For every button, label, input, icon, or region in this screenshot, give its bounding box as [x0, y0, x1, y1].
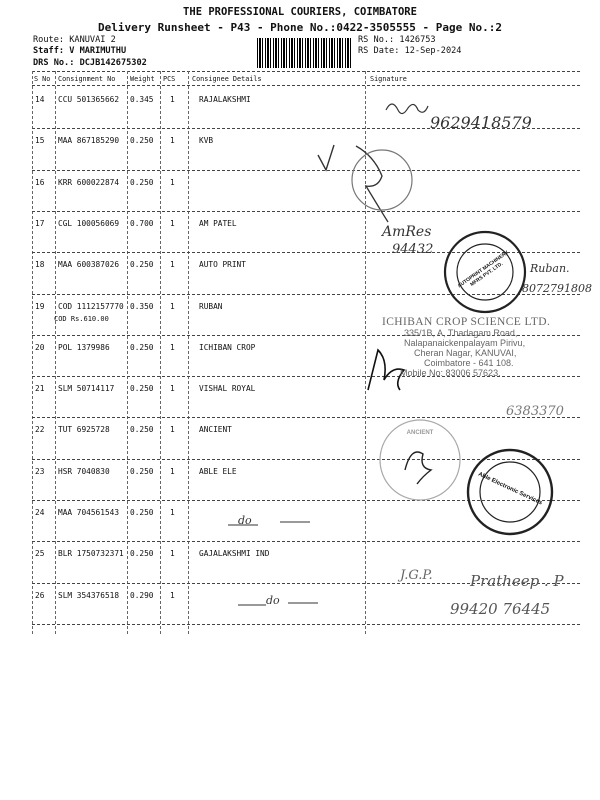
cell-sno: 15 [35, 136, 45, 146]
col-header-signature: Signature [370, 75, 407, 83]
cell-consignment-no: KRR 600022874 [58, 177, 120, 187]
cell-sno: 16 [35, 177, 45, 187]
cell-sno: 25 [35, 549, 45, 559]
cell-consignment-no: SLM 354376518 [58, 590, 120, 600]
cell-consignee: ANCIENT [199, 425, 232, 435]
cod-amount: COD Rs.610.00 [54, 314, 109, 323]
cell-consignment-no: SLM 50714117 [58, 384, 115, 394]
rs-date: RS Date: 12-Sep-2024 [358, 46, 462, 56]
cell-weight: 0.250 [130, 549, 154, 559]
ichiban-stamp-line: Cheran Nagar, KANUVAI, [414, 348, 517, 358]
cell-weight: 0.250 [130, 384, 154, 394]
col-header-consignee: Consignee Details [192, 75, 262, 83]
col-header-pcs: PCS [163, 75, 176, 83]
col-header-weight: Weight [130, 75, 155, 83]
cell-pcs: 1 [170, 466, 175, 476]
ichiban-stamp-line: Nalapanaickenpalayam Pirivu, [404, 338, 526, 348]
cell-consignment-no: HSR 7040830 [58, 466, 110, 476]
route-text: Route: KANUVAI 2 [33, 35, 116, 45]
handwritten-phone-row19: 8072791808 [522, 282, 592, 295]
cell-weight: 0.700 [130, 218, 154, 228]
company-title: THE PROFESSIONAL COURIERS, COIMBATORE [183, 6, 417, 18]
cell-pcs: 1 [170, 590, 175, 600]
cell-weight: 0.290 [130, 590, 154, 600]
cell-consignee: KVB [199, 136, 214, 146]
cell-pcs: 1 [170, 384, 175, 394]
cell-weight: 0.345 [130, 95, 154, 104]
ichiban-stamp-name: ICHIBAN CROP SCIENCE LTD. [382, 316, 551, 328]
cell-pcs: 1 [170, 342, 175, 352]
handwritten-phone-row25: 99420 76445 [450, 600, 551, 618]
cell-weight: 0.250 [130, 466, 154, 476]
handwritten-name-row25: Pratheep . P [470, 572, 564, 590]
cell-pcs: 1 [170, 549, 175, 559]
signature-row22 [405, 452, 431, 484]
cell-sno: 14 [35, 95, 45, 104]
cell-pcs: 1 [170, 136, 175, 146]
cell-sno: 24 [35, 508, 45, 517]
drs-number: DRS No.: DCJB142675302 [33, 58, 147, 68]
cell-weight: 0.350 [130, 301, 154, 311]
cell-consignee: ABLE ELE [199, 466, 237, 476]
ichiban-stamp-line: Coimbatore - 641 108. [424, 358, 514, 368]
cell-sno: 18 [35, 260, 45, 270]
cell-consignee: ICHIBAN CROP [199, 342, 256, 352]
ichiban-stamp-line: 335/1B, A, Thadagam Road, [404, 328, 518, 338]
cell-sno: 21 [35, 384, 45, 394]
cell-consignee: AUTO PRINT [199, 260, 246, 270]
cell-consignee: VISHAL ROYAL [199, 384, 256, 394]
autoprint-stamp-text: AUTOPRINT MACHINERY MFRS PVT. LTD. [456, 249, 510, 290]
rs-number: RS No.: 1426753 [358, 35, 436, 45]
cell-consignment-no: CGL 100056069 [58, 218, 120, 228]
handwritten-mark-row26: do [266, 594, 280, 607]
staff-text: Staff: V MARIMUTHU [33, 46, 127, 56]
handwritten-name-row17: AmRes [382, 224, 432, 240]
cell-sno: 26 [35, 590, 45, 600]
handwritten-name-row19: Ruban. [530, 262, 570, 275]
ichiban-stamp-line: Mobile No: 83006 57623. [400, 368, 501, 378]
cell-pcs: 1 [170, 301, 175, 311]
cell-weight: 0.250 [130, 508, 154, 517]
cell-consignee: RAJALAKSHMI [199, 95, 251, 104]
cell-weight: 0.250 [130, 425, 154, 435]
cell-sno: 22 [35, 425, 45, 435]
cell-pcs: 1 [170, 260, 175, 270]
handwritten-phone-row14: 9629418579 [430, 113, 532, 132]
ancient-stamp-text: ANCIENT [406, 430, 434, 436]
cell-weight: 0.250 [130, 342, 154, 352]
runsheet-title: Delivery Runsheet - P43 - Phone No.:0422-3505555 - Page No.:2 [98, 21, 502, 34]
signature-row15 [356, 146, 388, 222]
cell-weight: 0.250 [130, 177, 154, 187]
cell-pcs: 1 [170, 95, 175, 104]
cell-pcs: 1 [170, 218, 175, 228]
check-mark-row15 [318, 145, 334, 170]
cell-consignment-no: MAA 704561543 [58, 508, 120, 517]
handwritten-phone-row17: 94432 [392, 242, 434, 257]
signature-row14 [386, 104, 428, 114]
col-header-sno: S No [34, 75, 51, 83]
cell-consignment-no: COD 1112157770 [58, 301, 124, 311]
cell-consignment-no: BLR 1750732371 [58, 549, 124, 559]
cell-weight: 0.250 [130, 260, 154, 270]
handwritten-phone-row21: 6383370 [506, 404, 564, 419]
cell-consignment-no: MAA 600387026 [58, 260, 120, 270]
cell-pcs: 1 [170, 177, 175, 187]
cell-consignee: RUBAN [199, 301, 223, 311]
cell-consignment-no: CCU 501365662 [58, 95, 120, 104]
cell-consignment-no: MAA 867185290 [58, 136, 120, 146]
cell-sno: 19 [35, 301, 45, 311]
col-header-consignment: Consignment No [58, 75, 116, 83]
handwritten-sign-row25: J.G.P. [400, 568, 433, 583]
ichiban-address-stamp [382, 316, 572, 378]
handwritten-mark-row24: do [238, 514, 252, 527]
cell-consignment-no: TUT 6925728 [58, 425, 110, 435]
cell-weight: 0.250 [130, 136, 154, 146]
cell-sno: 20 [35, 342, 45, 352]
kvb-stamp [352, 150, 412, 210]
cell-sno: 17 [35, 218, 45, 228]
cell-sno: 23 [35, 466, 45, 476]
cell-pcs: 1 [170, 425, 175, 435]
cell-consignment-no: POL 1379986 [58, 342, 110, 352]
cell-consignee: GAJALAKSHMI IND [199, 549, 270, 559]
cell-pcs: 1 [170, 508, 175, 517]
cell-consignee: AM PATEL [199, 218, 237, 228]
able-stamp-text: Able Electronic Services [476, 471, 544, 507]
